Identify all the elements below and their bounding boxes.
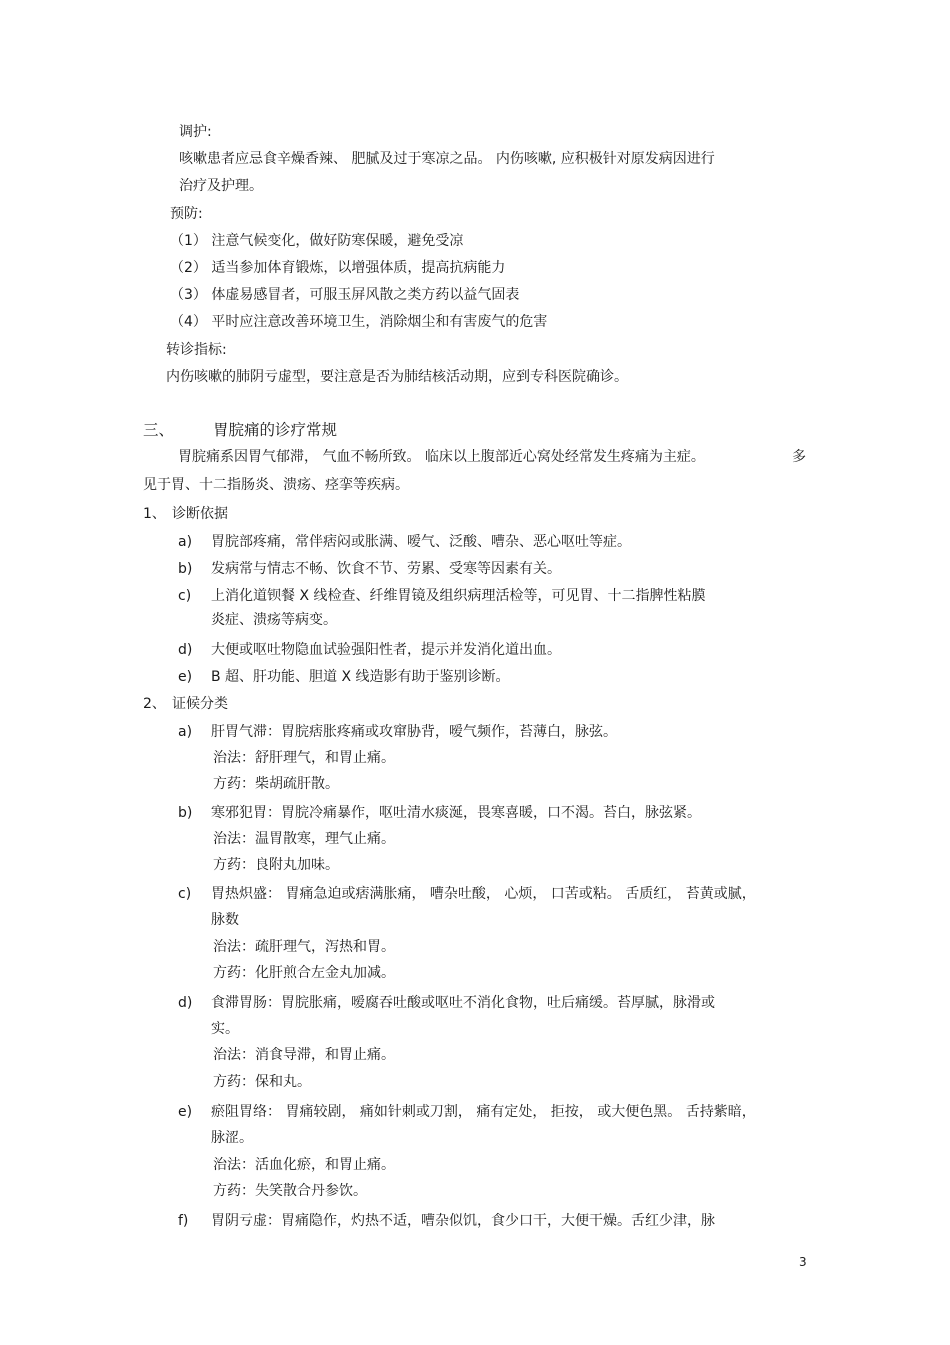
diagnosis-c-marker: c) <box>178 588 192 604</box>
prevention-item-1: （1） 注意气候变化，做好防寒保暖，避免受凉 <box>170 233 464 249</box>
syndrome-d-text-line2: 实。 <box>211 1021 239 1037</box>
section-title: 胃脘痛的诊疗常规 <box>213 421 338 439</box>
syndrome-e-marker: e) <box>178 1104 193 1120</box>
diagnosis-a-marker: a) <box>178 534 193 550</box>
section-number: 三、 <box>143 421 175 439</box>
care-text-line2: 治疗及护理。 <box>179 178 263 194</box>
syndrome-d-marker: d) <box>178 995 193 1011</box>
syndrome-b-formula: 方药：良附丸加味。 <box>213 857 339 873</box>
syndrome-c-marker: c) <box>178 886 192 902</box>
syndrome-a-marker: a) <box>178 724 193 740</box>
syndrome-d-formula: 方药：保和丸。 <box>213 1074 311 1090</box>
syndrome-b-marker: b) <box>178 805 193 821</box>
diagnosis-a-text: 胃脘部疼痛，常伴痞闷或胀满、嗳气、泛酸、嘈杂、恶心呕吐等症。 <box>211 534 631 550</box>
syndrome-b-text: 寒邪犯胃：胃脘冷痛暴作，呕吐清水痰涎，畏寒喜暖，口不渴。苔白，脉弦紧。 <box>211 805 701 821</box>
referral-heading: 转诊指标: <box>166 342 227 358</box>
diagnosis-e-text: B 超、肝功能、胆道 X 线造影有助于鉴别诊断。 <box>211 669 510 685</box>
care-heading: 调护: <box>179 124 212 140</box>
syndrome-e-formula: 方药：失笑散合丹参饮。 <box>213 1183 367 1199</box>
diagnosis-heading: 诊断依据 <box>172 506 228 522</box>
prevention-item-4: （4） 平时应注意改善环境卫生，消除烟尘和有害废气的危害 <box>170 314 548 330</box>
syndrome-f-text-line1: 胃阴亏虚：胃痛隐作，灼热不适，嘈杂似饥，食少口干，大便干燥。舌红少津，脉 <box>211 1213 715 1229</box>
diagnosis-c-text-line1: 上消化道钡餐 X 线检查、纤维胃镜及组织病理活检等，可见胃、十二指脾性粘膜 <box>211 588 706 604</box>
section-intro-line2: 见于胃、十二指肠炎、溃疡、痉挛等疾病。 <box>143 477 409 493</box>
syndrome-c-text-line2: 脉数 <box>211 912 239 928</box>
diagnosis-b-text: 发病常与情志不畅、饮食不节、劳累、受寒等因素有关。 <box>211 561 561 577</box>
syndrome-a-formula: 方药：柴胡疏肝散。 <box>213 776 339 792</box>
syndrome-e-text-line2: 脉涩。 <box>211 1130 253 1146</box>
syndrome-d-text-line1: 食滞胃肠：胃脘胀痛，嗳腐吞吐酸或呕吐不消化食物，吐后痛缓。苔厚腻，脉滑或 <box>211 995 715 1011</box>
syndrome-c-formula: 方药：化肝煎合左金丸加减。 <box>213 965 395 981</box>
section-intro-line1-tail: 多 <box>792 449 806 465</box>
syndrome-d-method: 治法：消食导滞，和胃止痛。 <box>213 1047 395 1063</box>
prevention-item-2: （2） 适当参加体育锻炼，以增强体质，提高抗病能力 <box>170 260 506 276</box>
syndrome-e-text-line1: 瘀阻胃络： 胃痛较剧， 痛如针刺或刀割， 痛有定处， 拒按， 或大便色黑。 舌持紫暗， <box>211 1104 756 1120</box>
diagnosis-d-marker: d) <box>178 642 193 658</box>
diagnosis-d-text: 大便或呕吐物隐血试验强阳性者，提示并发消化道出血。 <box>211 642 561 658</box>
section-intro-line1: 胃脘痛系因胃气郁滞， 气血不畅所致。 临床以上腹部近心窝处经常发生疼痛为主症。 <box>178 449 705 465</box>
diagnosis-b-marker: b) <box>178 561 193 577</box>
syndrome-c-text-line1: 胃热炽盛： 胃痛急迫或痞满胀痛， 嘈杂吐酸， 心烦， 口苦或粘。 舌质红， 苔黄或腻， <box>211 886 756 902</box>
syndrome-f-marker: f) <box>178 1213 189 1229</box>
prevention-item-3: （3） 体虚易感冒者，可服玉屏风散之类方药以益气固表 <box>170 287 520 303</box>
prevention-heading: 预防: <box>170 206 203 222</box>
syndrome-c-method: 治法：疏肝理气，泻热和胃。 <box>213 939 395 955</box>
diagnosis-c-text-line2: 炎症、溃疡等病变。 <box>211 612 337 628</box>
syndrome-b-method: 治法：温胃散寒，理气止痛。 <box>213 831 395 847</box>
syndrome-a-method: 治法：舒肝理气，和胃止痛。 <box>213 750 395 766</box>
diagnosis-number: 1、 <box>143 506 166 522</box>
syndrome-a-text: 肝胃气滞：胃脘痞胀疼痛或攻窜胁背，嗳气频作，苔薄白，脉弦。 <box>211 724 617 740</box>
diagnosis-e-marker: e) <box>178 669 193 685</box>
referral-text: 内伤咳嗽的肺阴亏虚型，要注意是否为肺结核活动期，应到专科医院确诊。 <box>166 369 628 385</box>
syndromes-number: 2、 <box>143 696 166 712</box>
page-number: 3 <box>799 1255 807 1269</box>
syndromes-heading: 证候分类 <box>172 696 228 712</box>
care-text-line1: 咳嗽患者应忌食辛燥香辣、 肥腻及过于寒凉之品。 内伤咳嗽, 应积极针对原发病因进行 <box>179 151 715 167</box>
syndrome-e-method: 治法：活血化瘀，和胃止痛。 <box>213 1157 395 1173</box>
